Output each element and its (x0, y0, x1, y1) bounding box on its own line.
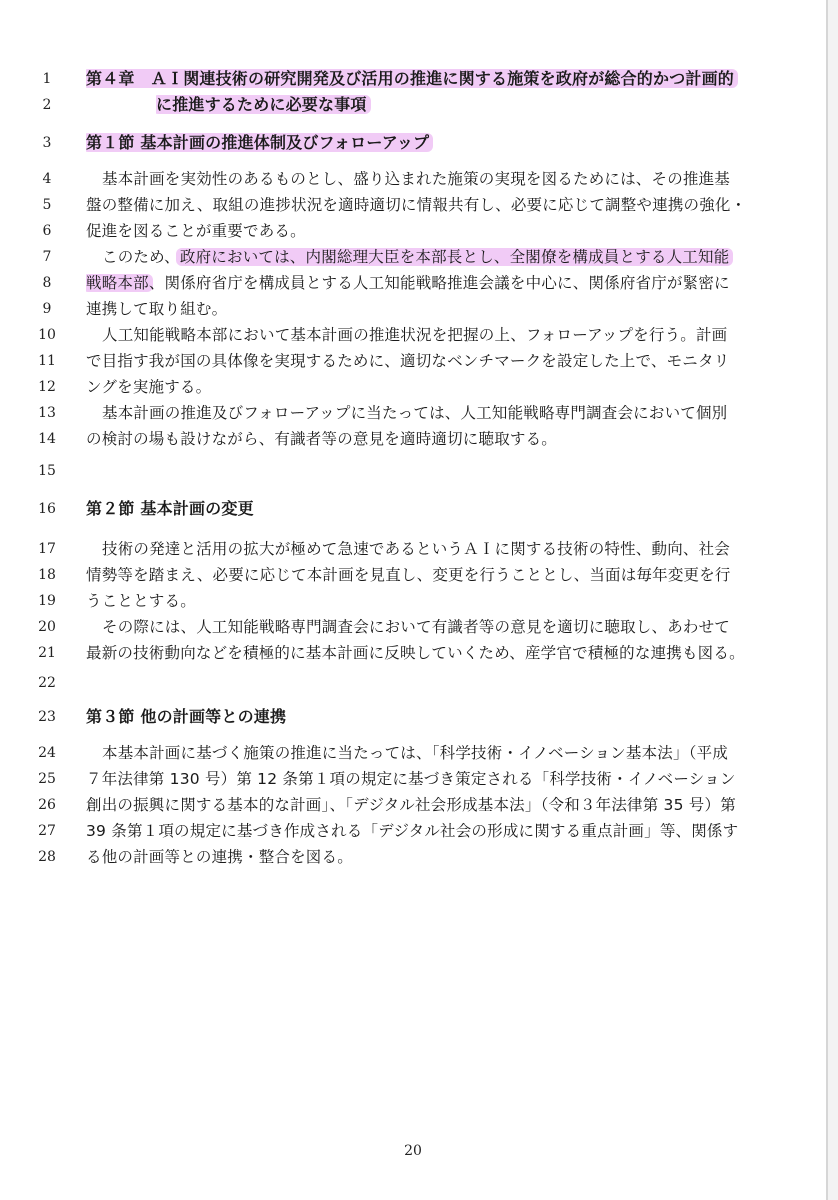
line-number: 13 (38, 405, 56, 421)
line-number: 2 (42, 97, 52, 113)
line-number: 12 (38, 379, 56, 395)
line-number: 22 (38, 675, 56, 691)
line-number: 5 (42, 197, 52, 213)
paragraph-text: 連携して取り組む。 (86, 300, 228, 318)
page-number: 20 (404, 1143, 422, 1159)
paragraph-text: で目指す我が国の具体像を実現するために、適切なベンチマークを設定した上で、モニタリ (86, 352, 730, 370)
line-number: 23 (38, 709, 56, 725)
line-15 (0, 458, 826, 484)
highlight: 第４章 ＡＩ関連技術の研究開発及び活用の推進に関する施策を政府が総合的かつ計画的 (86, 69, 738, 88)
paragraph-text: 人工知能戦略本部において基本計画の推進状況を把握の上、フォローアップを行う。計画 (102, 326, 728, 344)
line-number: 21 (38, 645, 56, 661)
line-number: 20 (38, 619, 56, 635)
line-20 (0, 614, 826, 640)
line-number: 19 (38, 593, 56, 609)
line-23 (0, 704, 826, 730)
paragraph-text: 39 条第１項の規定に基づき作成される「デジタル社会の形成に関する重点計画」等、関係す (86, 822, 739, 840)
paragraph-text: ７年法律第 130 号）第 12 条第１項の規定に基づき策定される「科学技術・イノベーション (86, 770, 736, 788)
line-13 (0, 400, 826, 426)
paragraph-text: 基本計画を実効性のあるものとし、盛り込まれた施策の実現を図るためには、その推進基 (102, 170, 731, 188)
line-number: 16 (38, 501, 56, 517)
paragraph-text: 本基本計画に基づく施策の推進に当たっては、「科学技術・イノベーション基本法」（平成 (102, 744, 729, 762)
line-number: 6 (42, 223, 52, 239)
line-number: 17 (38, 541, 56, 557)
line-17 (0, 536, 826, 562)
paragraph-text: 基本計画の推進及びフォローアップに当たっては、人工知能戦略専門調査会において個別 (102, 404, 728, 422)
line-16 (0, 496, 826, 522)
line-8 (0, 270, 826, 296)
highlight: 第１節 基本計画の推進体制及びフォローアップ (86, 133, 433, 152)
line-4 (0, 166, 826, 192)
line-26 (0, 792, 826, 818)
line-28 (0, 844, 826, 870)
line-2 (0, 92, 826, 118)
line-number: 14 (38, 431, 56, 447)
line-number: 11 (38, 353, 56, 369)
paragraph-text (102, 244, 810, 270)
line-number: 15 (38, 463, 56, 479)
line-number: 26 (38, 797, 56, 813)
line-number: 28 (38, 849, 56, 865)
text-plain: このため、 (102, 248, 180, 266)
line-27 (0, 818, 826, 844)
chapter-heading-cont (156, 92, 810, 118)
chapter-heading (86, 66, 810, 92)
highlight: 戦略本部 (86, 274, 153, 292)
line-number: 18 (38, 567, 56, 583)
line-number: 9 (42, 301, 52, 317)
paragraph-text: る他の計画等との連携・整合を図る。 (86, 848, 353, 866)
line-number: 3 (42, 135, 52, 151)
paragraph-text: 情勢等を踏まえ、必要に応じて本計画を見直し、変更を行うこととし、当面は毎年変更を行 (86, 566, 731, 584)
section-heading (86, 130, 810, 156)
line-11 (0, 348, 826, 374)
line-1 (0, 66, 826, 92)
paragraph-text: 創出の振興に関する基本的な計画」、「デジタル社会形成基本法」（令和３年法律第 35 号）第 (86, 796, 736, 814)
highlight: に推進するために必要な事項 (156, 95, 371, 114)
section-heading: 第２節 基本計画の変更 (86, 499, 254, 518)
paragraph-text: ングを実施する。 (86, 378, 212, 396)
line-19 (0, 588, 826, 614)
section-heading: 第３節 他の計画等との連携 (86, 707, 287, 726)
paragraph-text (86, 270, 810, 296)
paragraph-text: 最新の技術動向などを積極的に基本計画に反映していくため、産学官で積極的な連携も図る。 (86, 644, 745, 662)
line-22 (0, 670, 826, 696)
line-number: 4 (42, 171, 52, 187)
line-24 (0, 740, 826, 766)
text-plain: 、関係府省庁を構成員とする人工知能戦略推進会議を中心に、関係府省庁が緊密に (148, 274, 730, 292)
line-6 (0, 218, 826, 244)
line-14 (0, 426, 826, 452)
line-18 (0, 562, 826, 588)
line-9 (0, 296, 826, 322)
line-number: 10 (38, 327, 56, 343)
line-7 (0, 244, 826, 270)
line-number: 8 (42, 275, 52, 291)
line-12 (0, 374, 826, 400)
line-number: 24 (38, 745, 56, 761)
line-3 (0, 130, 826, 156)
line-number: 25 (38, 771, 56, 787)
line-25 (0, 766, 826, 792)
paragraph-text: 技術の発達と活用の拡大が極めて急速であるというＡＩに関する技術の特性、動向、社会 (102, 540, 731, 558)
line-number: 27 (38, 823, 56, 839)
line-21 (0, 640, 826, 666)
paragraph-text: その際には、人工知能戦略専門調査会において有識者等の意見を適切に聴取し、あわせて (102, 618, 731, 636)
line-5 (0, 192, 826, 218)
line-number: 1 (42, 71, 52, 87)
line-10 (0, 322, 826, 348)
paragraph-text: 促進を図ることが重要である。 (86, 222, 306, 240)
highlight: 政府においては、内閣総理大臣を本部長とし、全閣僚を構成員とする人工知能 (176, 248, 734, 266)
paragraph-text: 盤の整備に加え、取組の進捗状況を適時適切に情報共有し、必要に応じて調整や連携の強化・ (86, 196, 747, 214)
paragraph-text: うこととする。 (86, 592, 196, 610)
line-number: 7 (42, 249, 52, 265)
paragraph-text: の検討の場も設けながら、有識者等の意見を適時適切に聴取する。 (86, 430, 558, 448)
